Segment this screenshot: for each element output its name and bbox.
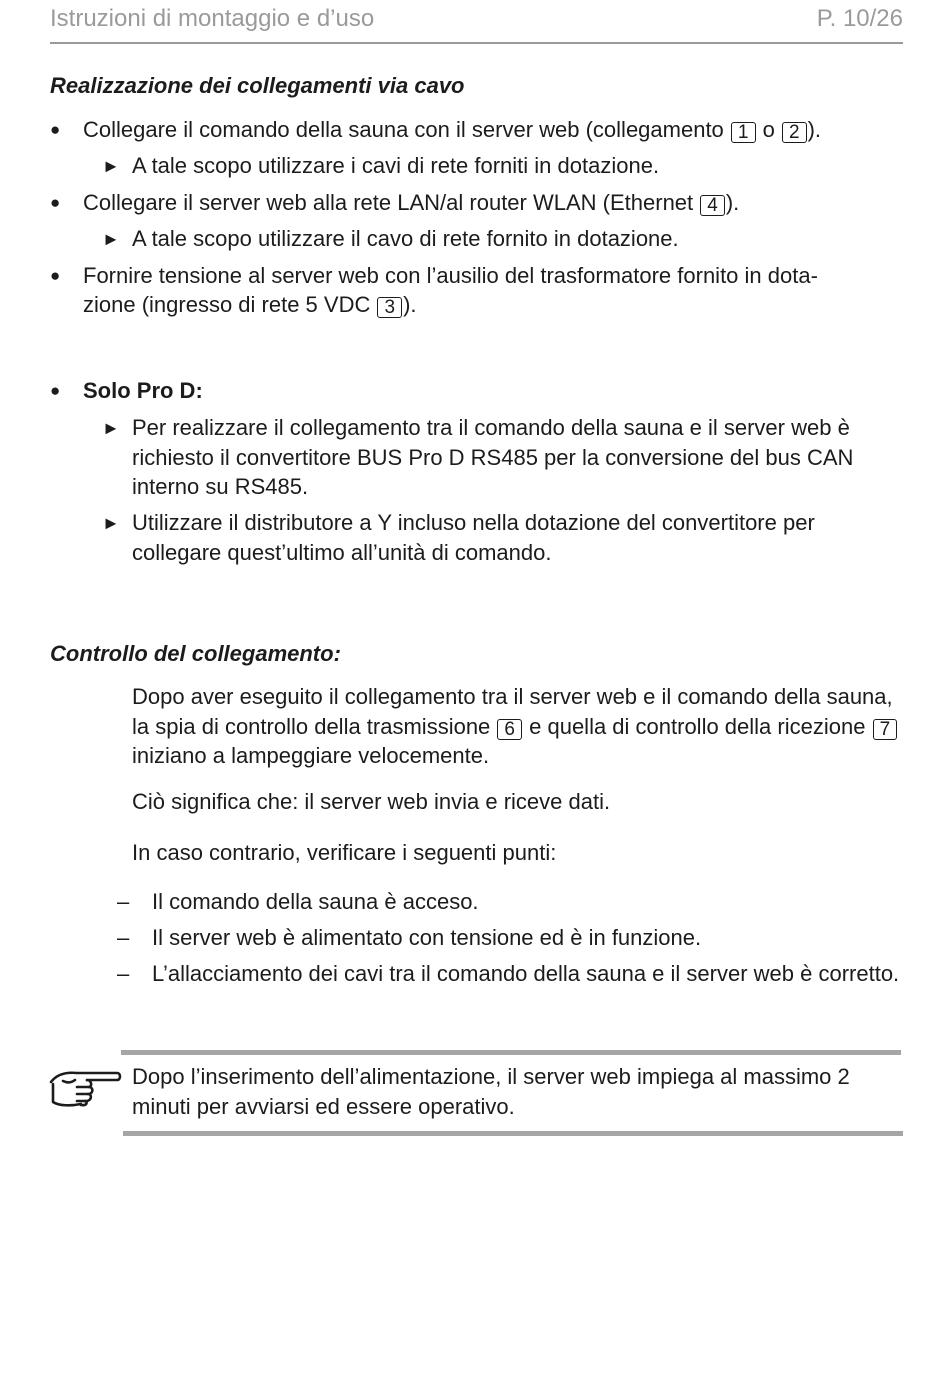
bullet-icon: ● (50, 381, 61, 400)
instruction-text: Collegare il comando della sauna con il server web (collegamento (83, 117, 724, 142)
data-transfer-meaning: Ciò significa che: il server web invia e riceve dati. (132, 789, 611, 814)
dash-icon: – (117, 961, 130, 986)
otherwise-check-points: In caso contrario, verificare i seguenti punti: (132, 840, 557, 865)
checklist-item: L’allacciamento dei cavi tra il comando della sauna e il server web è corretto. (152, 961, 900, 986)
section-title-cable-connections: Realizzazione dei collegamenti via cavo (50, 73, 465, 98)
document-title: Istruzioni di montaggio e d’uso (50, 5, 375, 32)
instruction-connect-lan (83, 188, 739, 218)
bullet-icon: ● (50, 120, 61, 139)
solo-pro-d-heading: Solo Pro D: (83, 378, 203, 403)
y-distributor-instruction: Utilizzare il distributore a Y incluso nella dotazione del convertitore per collegare quest’ultimo all’unità di comando. (132, 510, 815, 565)
section-title-connection-check: Controllo del collegamento: (50, 641, 341, 666)
startup-note: Dopo l’inserimento dell’alimentazione, il server web impiega al massimo 2 minuti per avviarsi ed essere operativo. (132, 1064, 850, 1119)
connector-ref-3: 3 (377, 297, 402, 318)
checklist-item: Il comando della sauna è acceso. (152, 889, 479, 914)
connector-ref-1: 1 (731, 122, 756, 143)
conjunction-text: o (762, 117, 775, 142)
arrow-icon: ► (102, 513, 120, 533)
arrow-icon: ► (102, 156, 120, 176)
connector-ref-4: 4 (700, 195, 725, 216)
arrow-icon: ► (102, 229, 120, 249)
connector-ref-2: 2 (782, 122, 807, 143)
connection-check-paragraph (132, 682, 902, 771)
instruction-connect-sauna (83, 115, 821, 145)
instruction-power-line1: Fornire tensione al server web con l’ausilio del trasformatore fornito in dota- (83, 263, 818, 288)
page-header (50, 4, 903, 44)
pro-d-converter-instruction: Per realizzare il collegamento tra il comando della sauna e il server web è richiesto il convertitore BUS Pro D RS485 per la conversione del bus CAN interno su RS485. (132, 415, 854, 499)
sub-instruction-network-cable: A tale scopo utilizzare il cavo di rete fornito in dotazione. (132, 226, 679, 251)
paragraph-text: e quella di controllo della ricezione (529, 713, 866, 739)
bullet-icon: ● (50, 193, 61, 212)
arrow-icon: ► (102, 418, 120, 438)
page-number: P. 10/26 (816, 5, 903, 32)
indicator-ref-6: 6 (497, 719, 522, 740)
dash-icon: – (117, 889, 130, 914)
instruction-power-line2 (83, 290, 417, 320)
dash-icon: – (117, 925, 130, 950)
punctuation: ). (725, 190, 740, 215)
sub-instruction-network-cables: A tale scopo utilizzare i cavi di rete forniti in dotazione. (132, 153, 660, 178)
paragraph-text: Dopo aver eseguito il collegamento tra il server web e il comando della sauna, la spia di controllo della trasmissione (132, 684, 893, 739)
punctuation: ). (403, 292, 417, 317)
punctuation: ). (807, 117, 822, 142)
note-top-rule (121, 1050, 901, 1055)
pointing-hand-icon (47, 1060, 123, 1110)
instruction-text: Collegare il server web alla rete LAN/al router WLAN (Ethernet (83, 190, 694, 215)
paragraph-text: iniziano a lampeggiare velocemente. (132, 743, 490, 768)
checklist-item: Il server web è alimentato con tensione ed è in funzione. (152, 925, 702, 950)
indicator-ref-7: 7 (873, 719, 898, 740)
bullet-icon: ● (50, 266, 61, 285)
note-bottom-rule (123, 1131, 903, 1136)
instruction-text: zione (ingresso di rete 5 VDC (83, 292, 371, 317)
